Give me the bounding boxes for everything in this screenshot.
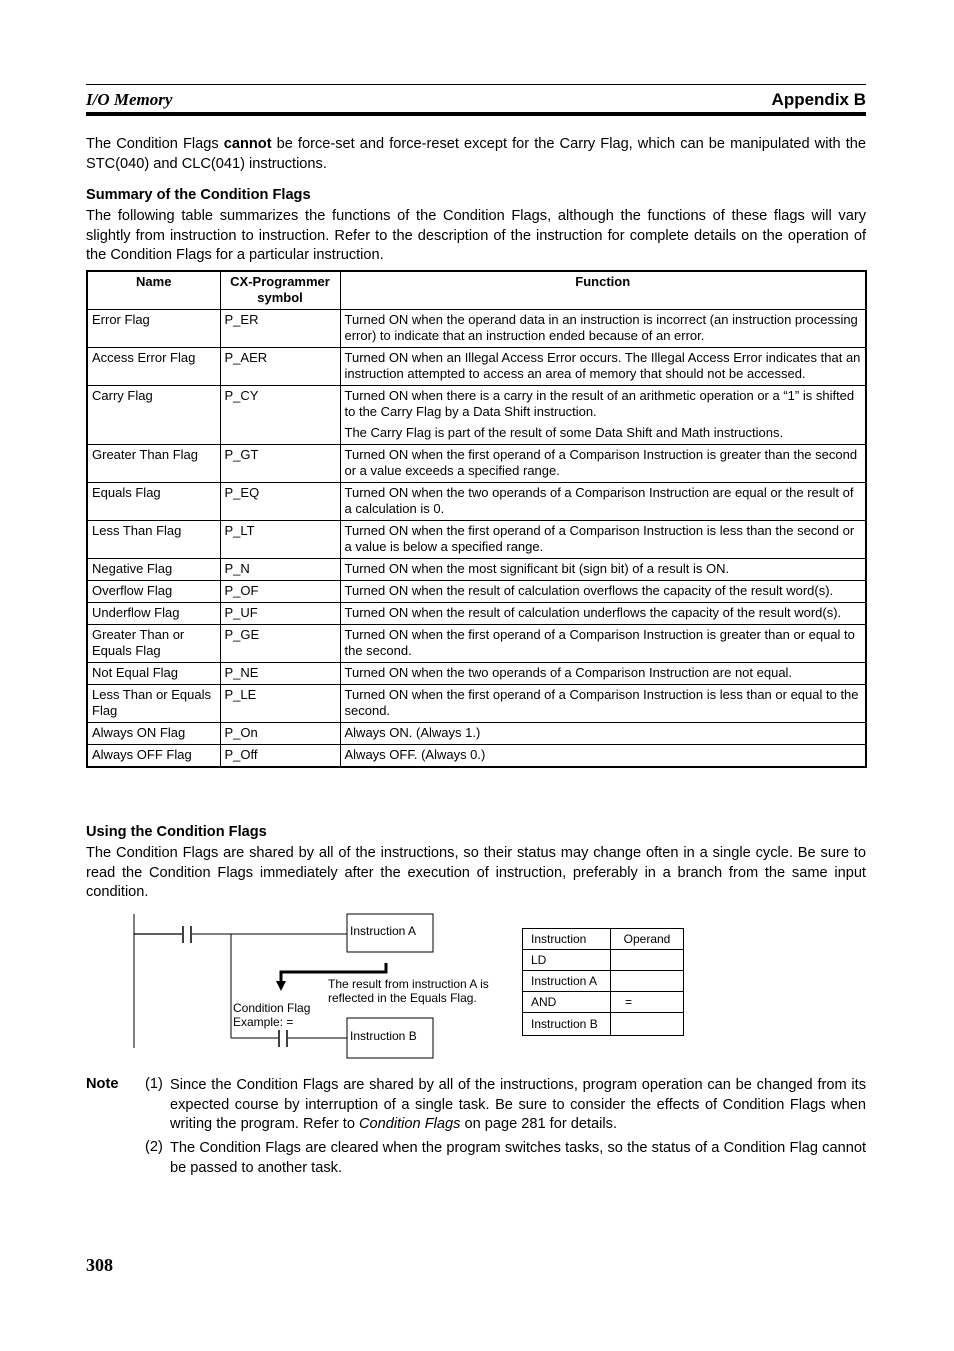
function-text: Turned ON when the two operands of a Comparison Instruction are not equal. <box>344 665 793 680</box>
mnemonic-instruction-cell: Instruction B <box>523 1013 611 1036</box>
flag-symbol-cell: P_OF <box>220 581 340 603</box>
mnemonic-instruction-cell: LD <box>523 950 611 971</box>
flag-name-cell: Negative Flag <box>87 559 220 581</box>
flag-symbol-cell: P_GE <box>220 625 340 663</box>
flag-name-cell: Access Error Flag <box>87 348 220 386</box>
note-text-pre: Since the Condition Flags are shared by all of the instructions, program operation can be changed from its expected course by interruption of a single task. Be sure to consider the effects of Condition Flags when writing the program. Refer to <box>170 1077 866 1132</box>
mnemonic-operand-cell <box>611 971 684 992</box>
intro-text-post: be force-set and force-reset except for the Carry Flag, which can be manipulated with the STC(040) and CLC(041) instructions. <box>86 136 866 172</box>
flag-name-cell: Greater Than Flag <box>87 445 220 483</box>
summary-paragraph: The following table summarizes the functions of the Condition Flags, although the functions of these flags will vary slightly from instruction to instruction. Refer to the description of the instruction for complete details on the operation of the Condition Flags for a particular instruction. <box>86 208 866 263</box>
flag-name-cell: Less Than or Equals Flag <box>87 685 220 723</box>
instruction-b-label: Instruction B <box>350 1029 417 1043</box>
appendix-label: Appendix B <box>771 90 866 109</box>
intro-text-bold: cannot <box>223 136 272 152</box>
column-header-symbol: CX-Programmer symbol <box>220 271 340 310</box>
flag-name-cell: Underflow Flag <box>87 603 220 625</box>
mnemonic-header-row <box>523 929 684 950</box>
condition-flag-label: Condition Flag <box>233 1001 311 1015</box>
mnemonic-row <box>523 1013 684 1036</box>
annotation-line-1: The result from instruction A is <box>328 977 489 991</box>
flag-symbol-cell: P_LE <box>220 685 340 723</box>
flag-name-cell: Not Equal Flag <box>87 663 220 685</box>
flag-symbol-cell: P_NE <box>220 663 340 685</box>
function-text: Always OFF. (Always 0.) <box>344 747 486 762</box>
mnemonic-row <box>523 992 684 1013</box>
mnemonic-instruction-cell: AND <box>523 992 611 1013</box>
mnemonic-row <box>523 971 684 992</box>
summary-heading: Summary of the Condition Flags <box>86 187 311 203</box>
function-text: Turned ON when the first operand of a Comparison Instruction is greater than or equal to the second. <box>344 627 855 658</box>
flag-symbol-cell: P_N <box>220 559 340 581</box>
column-header-function: Function <box>340 271 866 310</box>
note-text-reference: Condition Flags <box>359 1116 461 1132</box>
flag-name-cell: Equals Flag <box>87 483 220 521</box>
mnemonic-instruction-cell: Instruction <box>523 929 611 950</box>
note-label: Note <box>86 1076 119 1092</box>
flag-name-cell: Greater Than or Equals Flag <box>87 625 220 663</box>
flag-name-cell: Overflow Flag <box>87 581 220 603</box>
flag-symbol-cell: P_ER <box>220 310 340 348</box>
mnemonic-row <box>523 950 684 971</box>
function-text: Turned ON when the two operands of a Comparison Instruction are equal or the result of a calculation is 0. <box>344 485 854 516</box>
annotation-line-2: reflected in the Equals Flag. <box>328 991 477 1005</box>
note-text <box>170 1076 866 1135</box>
flag-symbol-cell: P_CY <box>220 386 340 445</box>
mnemonic-instruction-cell: Instruction A <box>523 971 611 992</box>
function-text: The Carry Flag is part of the result of some Data Shift and Math instructions. <box>344 425 784 440</box>
function-text: Turned ON when there is a carry in the result of an arithmetic operation or a “1” is shifted to the Carry Flag by a Data Shift instruction. <box>344 388 855 419</box>
using-paragraph: The Condition Flags are shared by all of the instructions, so their status may change often in a single cycle. Be sure to read the Condition Flags immediately after the execution of instruction, preferably in a branch from the same input condition. <box>86 845 866 900</box>
flag-symbol-cell: P_LT <box>220 521 340 559</box>
condition-flag-example: Example: = <box>233 1015 294 1029</box>
flag-name-cell: Error Flag <box>87 310 220 348</box>
section-title: I/O Memory <box>86 90 173 109</box>
column-header-name: Name <box>87 271 220 310</box>
flag-name-cell: Carry Flag <box>87 386 220 445</box>
arrow-head-icon <box>276 981 286 991</box>
mnemonic-operand-cell: = <box>611 992 684 1013</box>
function-text: Turned ON when the result of calculation overflows the capacity of the result word(s). <box>344 583 834 598</box>
flag-symbol-cell: P_AER <box>220 348 340 386</box>
flag-name-cell: Always OFF Flag <box>87 745 220 768</box>
function-text: Turned ON when the first operand of a Comparison Instruction is greater than the second or a value exceeds a specified range. <box>344 447 858 478</box>
note-number: (1) <box>145 1076 163 1092</box>
using-heading: Using the Condition Flags <box>86 824 267 840</box>
flag-symbol-cell: P_Off <box>220 745 340 768</box>
mnemonic-table <box>522 928 684 1036</box>
page-number: 308 <box>86 1255 113 1275</box>
flag-symbol-cell: P_GT <box>220 445 340 483</box>
mnemonic-operand-cell <box>611 950 684 971</box>
function-text: Turned ON when the first operand of a Comparison Instruction is less than or equal to the second. <box>344 687 859 718</box>
function-text: Turned ON when the most significant bit (sign bit) of a result is ON. <box>344 561 730 576</box>
note-number: (2) <box>145 1139 163 1155</box>
note-text <box>170 1139 866 1178</box>
intro-text-pre: The Condition Flags <box>86 136 224 152</box>
mnemonic-operand-cell: Operand <box>611 929 684 950</box>
mnemonic-operand-cell <box>611 1013 684 1036</box>
flag-symbol-cell: P_UF <box>220 603 340 625</box>
function-text: Turned ON when the operand data in an instruction is incorrect (an instruction processing error) to indicate that an instruction ended because of an error. <box>344 312 858 343</box>
function-text: Always ON. (Always 1.) <box>344 725 481 740</box>
function-text: Turned ON when an Illegal Access Error occurs. The Illegal Access Error indicates that an instruction attempted to access an area of memory that should not be accessed. <box>344 350 861 381</box>
flag-symbol-cell: P_On <box>220 723 340 745</box>
instruction-a-label: Instruction A <box>350 924 417 938</box>
note-text-post: on page 281 for details. <box>460 1116 617 1132</box>
function-text: Turned ON when the first operand of a Comparison Instruction is less than the second or a value is below a specified range. <box>344 523 855 554</box>
note-text-pre: The Condition Flags are cleared when the program switches tasks, so the status of a Condition Flag cannot be passed to another task. <box>170 1140 866 1176</box>
flag-name-cell: Less Than Flag <box>87 521 220 559</box>
flag-symbol-cell: P_EQ <box>220 483 340 521</box>
function-text: Turned ON when the result of calculation underflows the capacity of the result word(s). <box>344 605 842 620</box>
flag-name-cell: Always ON Flag <box>87 723 220 745</box>
